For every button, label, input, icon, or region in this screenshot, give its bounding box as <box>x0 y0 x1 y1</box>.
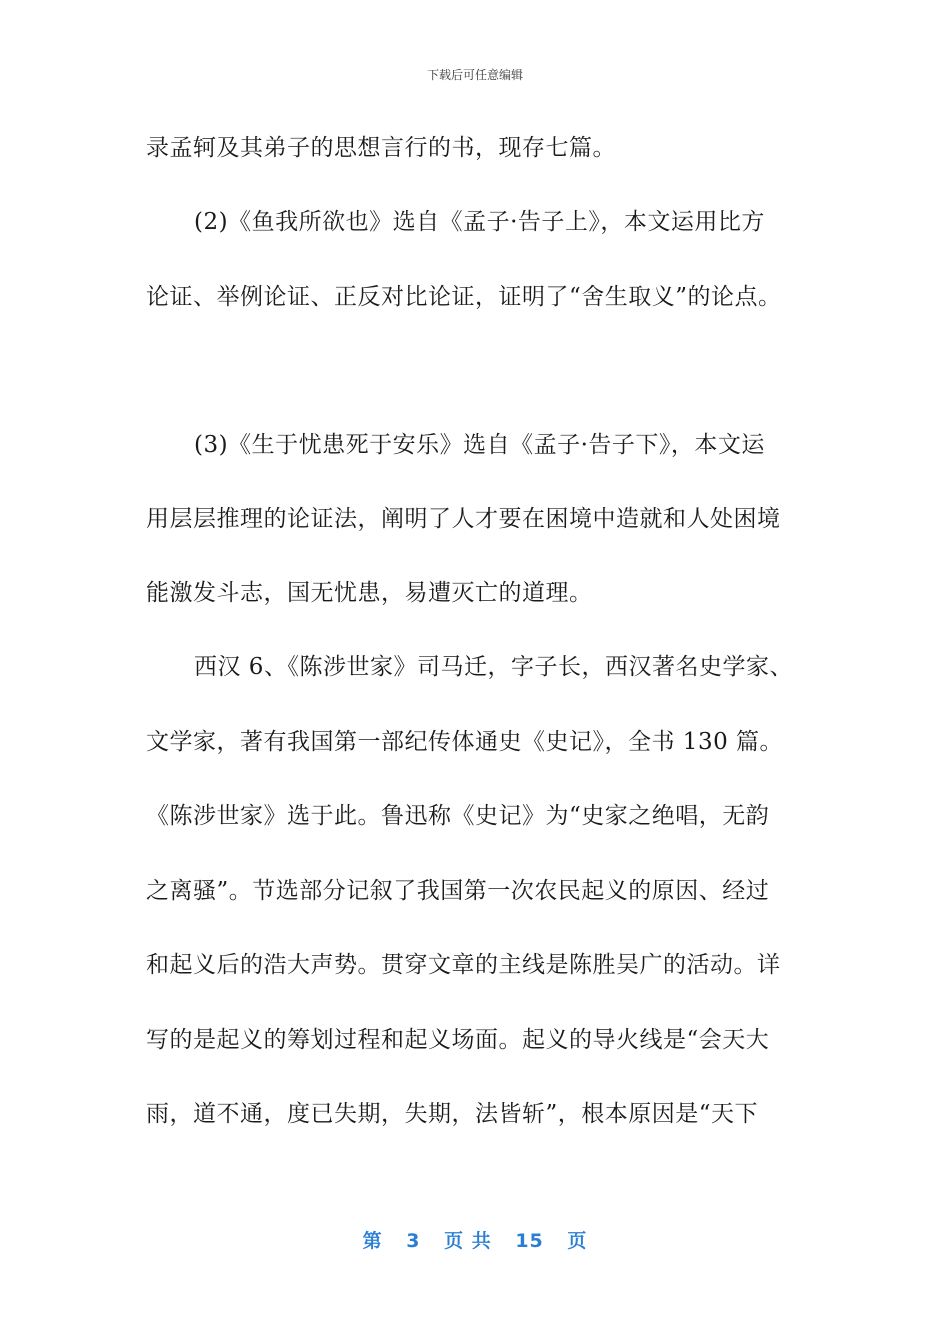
text-line: 录孟轲及其弟子的思想言行的书，现存七篇。 <box>146 135 616 161</box>
text-line: 用层层推理的论证法，阐明了人才要在困境中造就和人处困境 <box>146 506 781 532</box>
text-line: 《陈涉世家》选于此。鲁迅称《史记》为“史家之绝唱，无韵 <box>146 803 770 829</box>
page-middle-text: 页 共 <box>444 1230 492 1252</box>
text-line: 雨，道不通，度已失期，失期，法皆斩”，根本原因是“天下 <box>146 1101 759 1127</box>
total-page-count: 15 <box>515 1230 544 1252</box>
text-line: 和起义后的浩大声势。贯穿文章的主线是陈胜吴广的活动。详 <box>146 952 781 978</box>
current-page-number: 3 <box>406 1230 421 1252</box>
text-line: 西汉 6、《陈涉世家》司马迁，字子长，西汉著名史学家、 <box>194 654 793 680</box>
page-prefix: 第 <box>362 1230 383 1252</box>
text-line: 写的是起义的筹划过程和起义场面。起义的导火线是“会天大 <box>146 1027 770 1053</box>
text-line: (2)《鱼我所欲也》选自《孟子·告子上》，本文运用比方 <box>194 209 765 235</box>
page-footer <box>0 1226 950 1253</box>
text-line: 能激发斗志，国无忧患，易遭灭亡的道理。 <box>146 580 593 606</box>
page-suffix: 页 <box>567 1230 588 1252</box>
header-note: 下载后可任意编辑 <box>426 68 523 82</box>
text-line: 论证、举例论证、正反对比论证，证明了“舍生取义”的论点。 <box>146 284 782 310</box>
text-line: (3)《生于忧患死于安乐》选自《孟子·告子下》，本文运 <box>194 432 765 458</box>
text-line: 文学家，著有我国第一部纪传体通史《史记》，全书 130 篇。 <box>146 729 784 755</box>
text-line: 之离骚”。节选部分记叙了我国第一次农民起义的原因、经过 <box>146 878 770 904</box>
